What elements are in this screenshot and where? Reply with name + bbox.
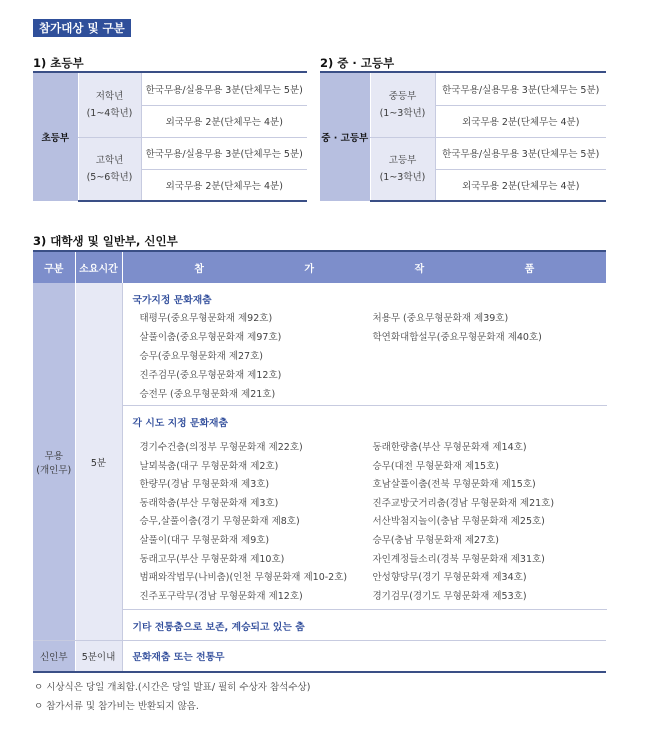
high-item-1: 한국무용/실용무용 3분(단체무는 5분)	[435, 137, 606, 169]
list-item: 날뫼북춤(대구 무형문화재 제2호)	[139, 460, 279, 472]
other-title: 기타 전통춤으로 보존, 계승되고 있는 춤	[132, 622, 305, 633]
adult-heading: 3) 대학생 및 일반부, 신인부	[33, 234, 178, 248]
middle-high-table	[320, 73, 606, 202]
group-label: 저학년 (1~4학년)	[86, 90, 133, 119]
group-label: 중등부 (1~3학년)	[379, 90, 426, 119]
middle-high-category: 중 · 고등부	[320, 73, 370, 201]
newcomer-time: 5분이내	[75, 641, 122, 673]
list-item: 안성향당무(경기 무형문화재 제34호)	[372, 572, 527, 584]
high-group	[370, 137, 435, 201]
group-divider	[123, 405, 607, 406]
group-label: 고학년 (5~6학년)	[86, 154, 133, 183]
elementary-upper-item-1: 한국무용/실용무용 3분(단체무는 5분)	[141, 137, 307, 169]
adult-table	[33, 252, 606, 673]
middle-item-1: 한국무용/실용무용 3분(단체무는 5분)	[435, 73, 606, 105]
col-header-time: 소요시간	[75, 252, 122, 283]
newcomer-category: 신인부	[33, 641, 75, 673]
col-header-works-label: 참 가 작 품	[194, 264, 535, 275]
group-label: 고등부 (1~3학년)	[379, 154, 426, 183]
elementary-lower-item-2: 외국무용 2분(단체무는 4분)	[141, 105, 307, 137]
list-item: 서산박첨지놀이(충남 무형문화재 제25호)	[372, 516, 545, 528]
elementary-upper-item-2: 외국무용 2분(단체무는 4분)	[141, 169, 307, 201]
dance-category	[33, 283, 75, 641]
middle-item-2: 외국무용 2분(단체무는 4분)	[435, 105, 606, 137]
list-item: 동래한량춤(부산 무형문화재 제14호)	[372, 442, 527, 453]
newcomer-works	[122, 641, 606, 673]
middle-group	[370, 73, 435, 137]
elementary-category: 초등부	[33, 73, 78, 201]
list-item: 살풀이춤(중요무형문화재 제97호)	[139, 332, 282, 343]
newcomer-works-label: 문화재춤 또는 전통무	[132, 652, 225, 663]
list-item: 태평무(중요무형문화재 제92호)	[139, 313, 273, 324]
national-left-list	[140, 310, 282, 405]
col-header-category: 구분	[33, 252, 75, 283]
list-item: 한량무(경남 무형문화재 제3호)	[139, 479, 270, 491]
list-item: 진주교방굿거리춤(경남 무형문화재 제21호)	[372, 497, 555, 509]
list-item: 승전무 (중요무형문화재 제21호)	[139, 389, 276, 400]
regional-title: 각 시도 지정 문화재춤	[132, 418, 228, 429]
list-item: 진주검무(중요무형문화재 제12호)	[139, 370, 282, 381]
note-1: ㅇ 시상식은 당일 개최함.(시간은 당일 발표/ 필히 수상자 참석수상)	[34, 682, 311, 693]
list-item: 학연화대합설무(중요무형문화재 제40호)	[372, 332, 542, 343]
elementary-table	[33, 73, 307, 202]
elementary-lower-item-1: 한국무용/실용무용 3분(단체무는 5분)	[141, 73, 307, 105]
national-title: 국가지정 문화재춤	[132, 295, 212, 306]
national-right-list	[373, 310, 542, 348]
regional-left-list	[140, 439, 348, 606]
list-item: 호남살풀이춤(전북 무형문화재 제15호)	[372, 479, 536, 491]
list-item: 승무,살풀이춤(경기 무형문화재 제8호)	[139, 516, 300, 528]
high-item-2: 외국무용 2분(단체무는 4분)	[435, 169, 606, 201]
list-item: 범패와작법무(나비춤)(인천 무형문화재 제10-2호)	[139, 572, 348, 584]
list-item: 승무(충남 무형문화재 제27호)	[372, 534, 499, 546]
list-item: 승무(대전 무형문화재 제15호)	[372, 460, 499, 472]
list-item: 진주포구락무(경남 무형문화재 제12호)	[139, 590, 303, 602]
dance-time: 5분	[75, 283, 122, 641]
group-divider	[123, 609, 607, 610]
page-title: 참가대상 및 구분	[33, 19, 131, 37]
note-2: ㅇ 참가서류 및 참가비는 반환되지 않음.	[34, 701, 199, 712]
list-item: 동래고무(부산 무형문화재 제10호)	[139, 553, 285, 565]
list-item: 살풀이(대구 무형문화재 제9호)	[139, 534, 270, 546]
list-item: 자인계정들소리(경북 무형문화재 제31호)	[372, 553, 545, 565]
elementary-heading: 1) 초등부	[33, 56, 84, 70]
elementary-group-upper	[78, 137, 141, 201]
col-header-works	[122, 252, 606, 283]
group-label: 무용 (개인무)	[36, 450, 72, 476]
middle-high-heading: 2) 중 · 고등부	[320, 56, 395, 70]
list-item: 승무(중요무형문화재 제27호)	[139, 351, 263, 362]
elementary-group-lower	[78, 73, 141, 137]
list-item: 경기검무(경기도 무형문화재 제53호)	[372, 590, 527, 602]
list-item: 처용무 (중요무형문화재 제39호)	[372, 313, 509, 324]
list-item: 동래학춤(부산 무형문화재 제3호)	[139, 497, 279, 509]
list-item: 경기수건춤(의정부 무형문화재 제22호)	[139, 442, 303, 453]
works-cell	[122, 283, 606, 641]
regional-right-list	[373, 439, 555, 606]
